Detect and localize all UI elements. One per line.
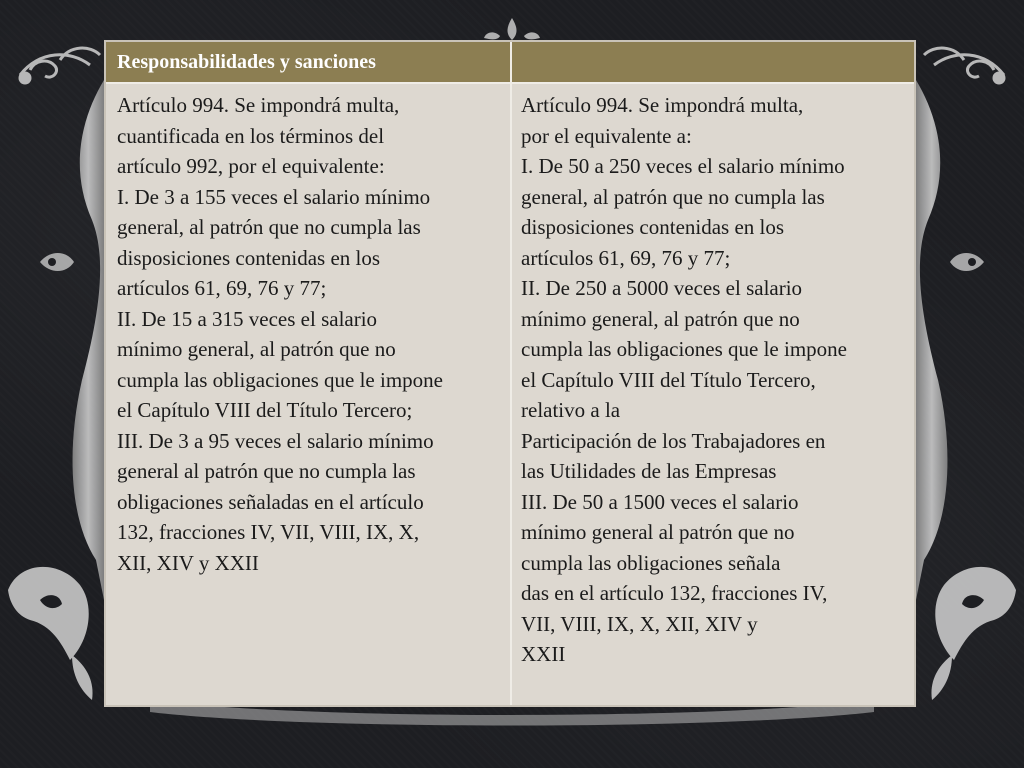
ornament-top-left	[20, 48, 100, 83]
text-line: das en el artículo 132, fracciones IV,	[521, 581, 828, 605]
text-line: II. De 250 a 5000 veces el salario	[521, 276, 803, 300]
text-line: disposiciones contenidas en los	[117, 245, 381, 270]
header-cell-empty	[512, 42, 914, 82]
text-line: general, al patrón que no cumpla las	[117, 215, 421, 239]
text-line: artículo 992, por el equivalente:	[117, 154, 385, 178]
text-line: cumpla las obligaciones que le impone	[117, 367, 443, 392]
text-line: general al patrón que no cumpla las	[117, 459, 416, 483]
text-line: II. De 15 a 315 veces el salario	[117, 306, 378, 331]
text-line: III. De 50 a 1500 veces el salario	[521, 489, 799, 514]
ornament-mid-left	[40, 253, 74, 271]
text-line: general, al patrón que no cumpla las	[521, 184, 825, 209]
text-line: disposiciones contenidas en los	[521, 215, 785, 239]
text-line: III. De 3 a 95 veces el salario mínimo	[117, 428, 434, 453]
text-line: cuantificada en los términos del	[117, 123, 385, 148]
ornament-top-center	[484, 18, 540, 40]
frame-right-curve	[916, 80, 947, 600]
text-line: 132, fracciones IV, VII, VIII, IX, X,	[117, 520, 420, 544]
text-line: cumpla las obligaciones señala	[521, 550, 781, 575]
left-column-cell	[117, 90, 507, 578]
ornament-mid-right	[950, 253, 984, 271]
text-line: las Utilidades de las Empresas	[521, 459, 777, 483]
text-line: Participación de los Trabajadores en	[521, 428, 826, 453]
text-line: por el equivalente a:	[521, 123, 692, 148]
text-line: XXII	[521, 642, 566, 666]
text-line: el Capítulo VIII del Título Tercero,	[521, 367, 816, 392]
right-column-cell	[521, 90, 913, 670]
text-line: artículos 61, 69, 76 y 77;	[117, 276, 327, 300]
frame-left-curve	[73, 80, 104, 600]
text-line: mínimo general al patrón que no	[521, 520, 795, 544]
text-line: I. De 3 a 155 veces el salario mínimo	[117, 184, 431, 209]
text-line: I. De 50 a 250 veces el salario mínimo	[521, 154, 845, 178]
text-line: mínimo general, al patrón que no	[521, 306, 800, 331]
ornament-top-right	[924, 48, 1004, 83]
text-line: Artículo 994. Se impondrá multa,	[117, 93, 400, 117]
ornament-bottom-left	[8, 567, 93, 700]
text-line: el Capítulo VIII del Título Tercero;	[117, 398, 413, 422]
ornament-bottom-right	[931, 567, 1016, 700]
text-line: mínimo general, al patrón que no	[117, 337, 396, 361]
text-line: cumpla las obligaciones que le impone	[521, 337, 847, 361]
header-cell-title: Responsabilidades y sanciones	[117, 51, 376, 73]
text-line: relativo a la	[521, 398, 621, 422]
text-line: VII, VIII, IX, X, XII, XIV y	[521, 611, 758, 636]
text-line: Artículo 994. Se impondrá multa,	[521, 93, 804, 117]
sanctions-table	[104, 40, 916, 707]
column-divider	[510, 42, 512, 705]
text-line: obligaciones señaladas en el artículo	[117, 489, 424, 514]
text-line: artículos 61, 69, 76 y 77;	[521, 245, 731, 270]
text-line: XII, XIV y XXII	[117, 550, 259, 575]
